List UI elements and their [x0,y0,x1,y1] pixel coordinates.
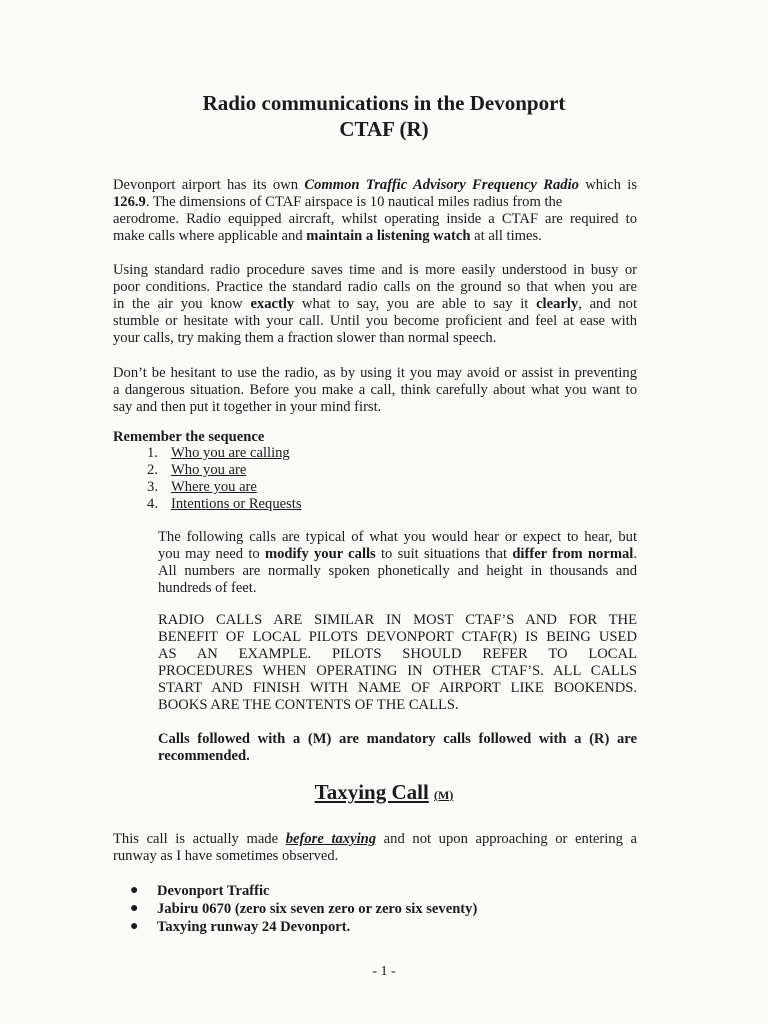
frequency-value: 126.9 [113,194,146,210]
document-title-line2: CTAF (R) [339,117,429,141]
paragraph-taxying-call: This call is actually made before taxying and not upon approaching or entering a runway as I have sometimes observed. [113,831,637,864]
page-number: - 1 - [372,964,396,979]
ctaf-term: Common Traffic Advisory Frequency Radio [304,177,579,193]
paragraph-radio-use: Don’t be hesitant to use the radio, as by using it you may avoid or assist in preventing a dangerous situation. Before you make a call, think carefully about what you want to say and then put it together in your mind first. [113,365,637,415]
paragraph-ctaf-intro: Devonport airport has its own Common Traffic Advisory Frequency Radio which is 126.9. The dimensions of CTAF airspace is 10 nautical miles radius from the aerodrome. Radio equipped aircraft, whilst operating inside a CTAF are required to make calls where applicable and maintain a listening watch at all times. [113,177,637,244]
list-item: ● Taxying runway 24 Devonport. [130,919,351,935]
taxying-call-list [130,882,477,936]
bullet-icon: ● [130,919,139,934]
section-heading: Taxying Call (M) [314,780,454,804]
paragraph-mandatory-note: Calls followed with a (M) are mandatory calls followed with a (R) are recommended. [158,731,637,764]
bullet-icon: ● [130,901,139,916]
bullet-icon: ● [130,883,139,898]
paragraph-typical-calls: The following calls are typical of what you would hear or expect to hear, but you may need to modify your calls to suit situations that differ from normal. All numbers are normally spoken phonetically and height in thousands and hundreds of feet. [158,529,637,596]
list-item: ● Devonport Traffic [130,883,270,899]
list-item: 1. Who you are calling [147,445,290,461]
list-item: 4. Intentions or Requests [147,496,302,512]
paragraph-uppercase-notice: RADIO CALLS ARE SIMILAR IN MOST CTAF’S AND FOR THE BENEFIT OF LOCAL PILOTS DEVONPORT CTAF(R) IS BEING USED AS AN EXAMPLE. PILOTS SHOULD REFER TO LOCAL PROCEDURES WHEN OPERATING IN OTHER CTAF’S. ALL CALLS START AND FINISH WITH NAME OF AIRPORT LIKE BOOKENDS. BOOKS ARE THE CONTENTS OF THE CALLS. [158,612,637,713]
sequence-heading: Remember the sequence [113,429,265,445]
document-title-line1: Radio communications in the Devonport [202,91,566,115]
mandatory-tag: (M) [434,788,454,802]
list-item: ● Jabiru 0670 (zero six seven zero or zero six seventy) [130,901,478,917]
list-item: 3. Where you are [147,479,257,495]
paragraph-standard-procedure: Using standard radio procedure saves time and is more easily understood in busy or poor conditions. Practice the standard radio calls on the ground so that when you are in the air you know exactly what to say, you are able to say it clearly, and not stumble or hesitate with your call. Until you become proficient and feel at ease with your calls, try making them a fraction slower than normal speech. [113,262,637,346]
list-item: 2. Who you are [147,462,247,478]
sequence-list [113,445,302,513]
